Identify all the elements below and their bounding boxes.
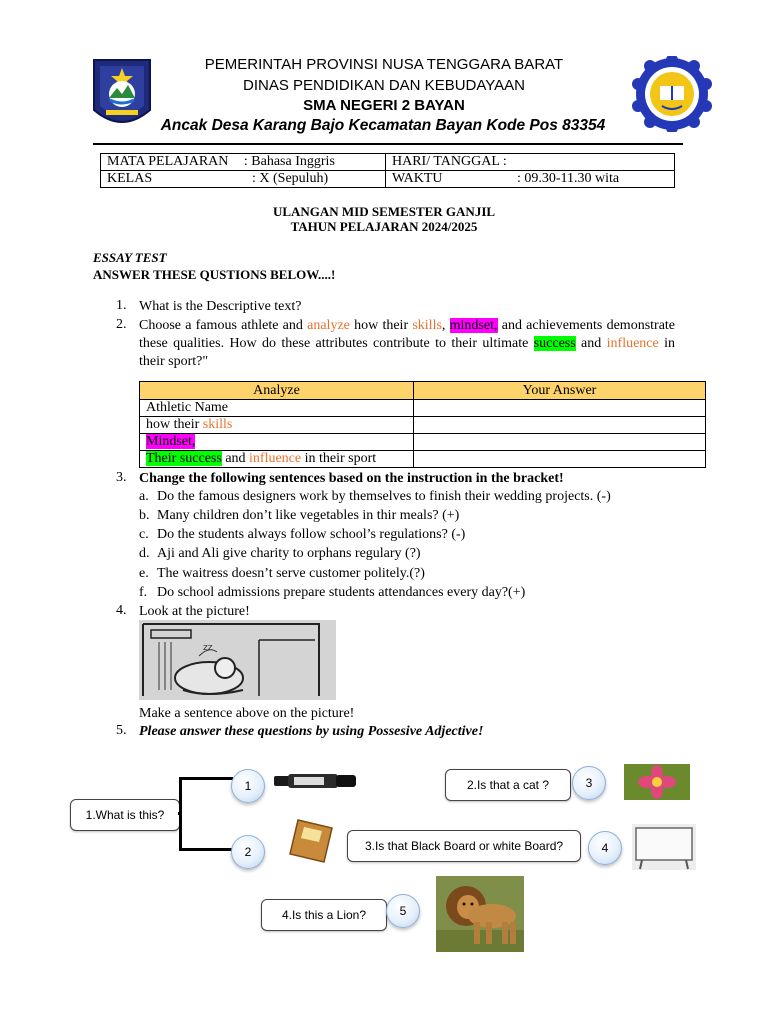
q3-item-b: [139, 507, 459, 525]
academic-year: TAHUN PELAJARAN 2024/2025: [290, 219, 478, 234]
q2-influence: influence: [606, 336, 659, 351]
whiteboard-picture: [632, 824, 696, 870]
essay-heading: ESSAY TEST: [93, 250, 167, 265]
row-suffix: in their sport: [301, 451, 377, 466]
row-mindset-word: Mindset,: [146, 434, 196, 449]
q3-text: Change the following sentences based on the instruction in the bracket!: [139, 471, 564, 486]
header-divider: [93, 143, 683, 145]
day-date-cell: [386, 154, 675, 171]
your-answer-header: Your Answer: [414, 382, 706, 400]
flower-picture: [624, 764, 690, 800]
q1-number: 1.: [116, 298, 127, 313]
q3-item-e-text: The waitress doesn’t serve customer politely.(?): [157, 566, 425, 581]
question-is-this-a-lion: 4.Is this a Lion?: [261, 899, 387, 931]
row-skills-prefix: how their: [146, 417, 203, 432]
question-black-or-white-board: 3.Is that Black Board or white Board?: [347, 830, 581, 862]
answer-cell-2[interactable]: [414, 417, 706, 434]
q2-mindset: mindset,: [449, 318, 498, 333]
answer-cell-4[interactable]: [414, 451, 706, 468]
class-label: KELAS: [107, 171, 153, 186]
connector-bottom: [179, 848, 233, 851]
time-value: : 09.30-11.30 wita: [517, 171, 620, 186]
q2-skills: skills: [412, 318, 442, 333]
class-value: : X (Sepuluh): [252, 171, 329, 186]
svg-text:zz: zz: [203, 643, 213, 653]
exam-title: ULANGAN MID SEMESTER GANJIL: [272, 204, 496, 219]
q2-text: [139, 317, 675, 371]
analyze-table: [139, 381, 706, 468]
marker-picture: [272, 770, 358, 792]
q3-item-e: [139, 565, 425, 583]
answer-cell-1[interactable]: [414, 400, 706, 417]
connector-vertical: [179, 778, 182, 850]
q2-part4: and achievements demonstrate these qualities. How do these attributes contribute to their ultimate: [139, 318, 676, 351]
subject-value: : Bahasa Inggris: [243, 154, 335, 169]
row-mindset: [140, 434, 414, 451]
number-bubble-3: 3: [572, 766, 606, 800]
header-government: PEMERINTAH PROVINSI NUSA TENGGARA BARAT: [204, 56, 564, 73]
q3-item-c-text: Do the students always follow school’s regulations? (-): [157, 527, 466, 542]
answer-cell-3[interactable]: [414, 434, 706, 451]
day-date-label: HARI/ TANGGAL :: [392, 154, 507, 169]
subject-cell: [101, 154, 386, 171]
exam-info-table: [100, 153, 675, 188]
q2-part6: in their sport?": [139, 336, 676, 369]
row-skills-word: skills: [202, 417, 233, 432]
q5-number: 5.: [116, 723, 127, 738]
q3-item-f-label: f.: [139, 585, 148, 600]
q2-part3: ,: [441, 318, 450, 333]
q3-item-a: [139, 488, 611, 506]
q2-part1: Choose a famous athlete and: [139, 318, 308, 333]
q3-item-c-label: c.: [139, 527, 149, 542]
q3-item-e-label: e.: [139, 566, 149, 581]
question-is-that-a-cat: 2.Is that a cat ?: [445, 769, 571, 801]
connector-top: [179, 777, 233, 780]
q2-analyze: analyze: [307, 318, 350, 333]
book-picture: [288, 818, 334, 864]
analyze-header: Analyze: [140, 382, 414, 400]
row-skills: [140, 417, 414, 434]
essay-instruction: ANSWER THESE QUSTIONS BELOW....!: [93, 267, 336, 282]
q3-item-f: [139, 584, 525, 602]
number-bubble-5: 5: [386, 894, 420, 928]
q3-item-d-text: Aji and Ali give charity to orphans regulary (?): [157, 546, 421, 561]
header-school-name: SMA NEGERI 2 BAYAN: [303, 97, 465, 114]
class-cell: [101, 171, 386, 188]
q3-item-a-label: a.: [139, 489, 149, 504]
subject-label: MATA PELAJARAN: [107, 154, 229, 169]
header-address: Ancak Desa Karang Bajo Kecamatan Bayan Kode Pos 83354: [160, 117, 606, 134]
q1-text: What is the Descriptive text?: [139, 299, 302, 314]
q3-item-c: [139, 526, 465, 544]
number-bubble-4: 4: [588, 831, 622, 865]
time-label: WAKTU: [392, 171, 443, 186]
q2-part2: how their: [349, 318, 413, 333]
header-department: DINAS PENDIDIKAN DAN KEBUDAYAAN: [242, 77, 525, 94]
row-success-influence: [140, 451, 414, 468]
number-bubble-2: 2: [231, 835, 265, 869]
q4-text: Look at the picture!: [139, 604, 250, 619]
q3-number: 3.: [116, 470, 127, 485]
q3-item-d: [139, 545, 421, 563]
row-influence-word: influence: [249, 451, 302, 466]
sleeping-person-picture: [139, 620, 336, 700]
q5-text: Please answer these questions by using Possesive Adjective!: [139, 724, 484, 739]
q3-item-a-text: Do the famous designers work by themselves to finish their wedding projects. (-): [157, 489, 611, 504]
question-what-is-this: 1.What is this?: [70, 799, 180, 831]
row-athletic-name: Athletic Name: [140, 400, 414, 417]
row-success-word: Their success: [146, 451, 222, 466]
number-bubble-1: 1: [231, 769, 265, 803]
q3-item-f-text: Do school admissions prepare students attendances every day?(+): [157, 585, 526, 600]
q2-part5: and: [575, 336, 607, 351]
q3-item-b-label: b.: [139, 508, 150, 523]
q4-number: 4.: [116, 603, 127, 618]
q2-success: success: [533, 336, 576, 351]
row-and: and: [221, 451, 250, 466]
lion-picture: [436, 876, 524, 952]
q2-number: 2.: [116, 317, 127, 332]
q4-instruction: Make a sentence above on the picture!: [139, 706, 355, 721]
q3-item-d-label: d.: [139, 546, 150, 561]
time-cell: [386, 171, 675, 188]
q3-item-b-text: Many children don’t like vegetables in thir meals? (+): [157, 508, 460, 523]
